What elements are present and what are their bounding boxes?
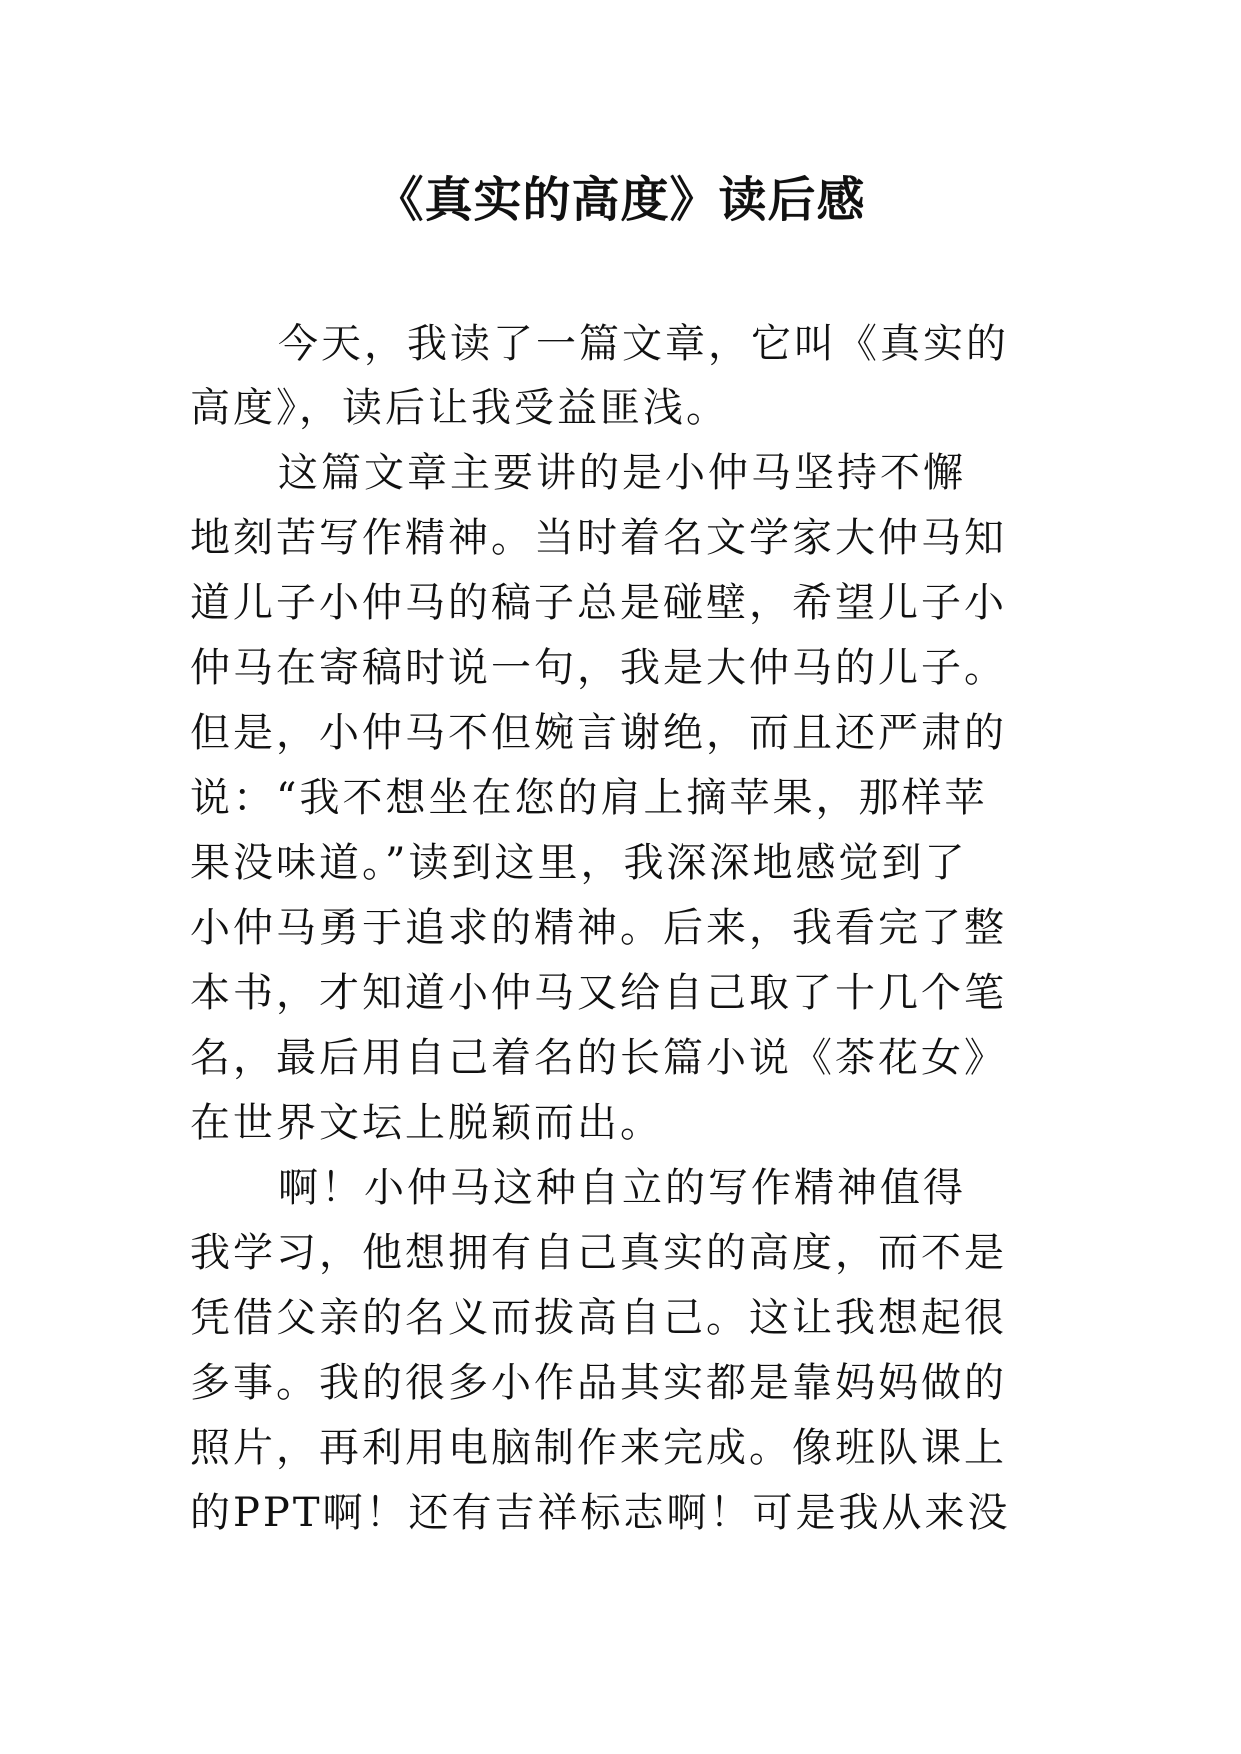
body-line: 本书，才知道小仲马又给自己取了十几个笔 <box>190 970 1007 1016</box>
body-line: 道儿子小仲马的稿子总是碰壁，希望儿子小 <box>190 580 1007 626</box>
body-line: 说：“我不想坐在您的肩上摘苹果，那样苹 <box>190 775 988 821</box>
body-line: 名，最后用自己着名的长篇小说《茶花女》 <box>190 1035 1007 1081</box>
body-line: 果没味道。”读到这里，我深深地感觉到了 <box>190 840 968 886</box>
body-line: 地刻苦写作精神。当时着名文学家大仲马知 <box>190 515 1007 561</box>
body-line: 多事。我的很多小作品其实都是靠妈妈做的 <box>190 1360 1007 1406</box>
body-line: 照片，再利用电脑制作来完成。像班队课上 <box>190 1425 1007 1471</box>
body-line: 小仲马勇于追求的精神。后来，我看完了整 <box>190 905 1007 951</box>
body-line: 啊！小仲马这种自立的写作精神值得 <box>278 1165 966 1211</box>
body-line: 今天，我读了一篇文章，它叫《真实的 <box>278 321 1009 367</box>
body-line: 仲马在寄稿时说一句，我是大仲马的儿子。 <box>190 645 1007 691</box>
body-line: 我学习，他想拥有自己真实的高度，而不是 <box>190 1230 1007 1276</box>
body-line: 在世界文坛上脱颖而出。 <box>190 1100 663 1146</box>
body-line: 高度》，读后让我受益匪浅。 <box>190 385 729 431</box>
body-line: 但是，小仲马不但婉言谢绝，而且还严肃的 <box>190 710 1007 756</box>
body-line: 这篇文章主要讲的是小仲马坚持不懈 <box>278 450 966 496</box>
document-title: 《真实的高度》读后感 <box>375 172 866 228</box>
body-line: 的PPT啊！还有吉祥标志啊！可是我从来没 <box>190 1490 1011 1536</box>
body-line: 凭借父亲的名义而拔高自己。这让我想起很 <box>190 1295 1007 1341</box>
